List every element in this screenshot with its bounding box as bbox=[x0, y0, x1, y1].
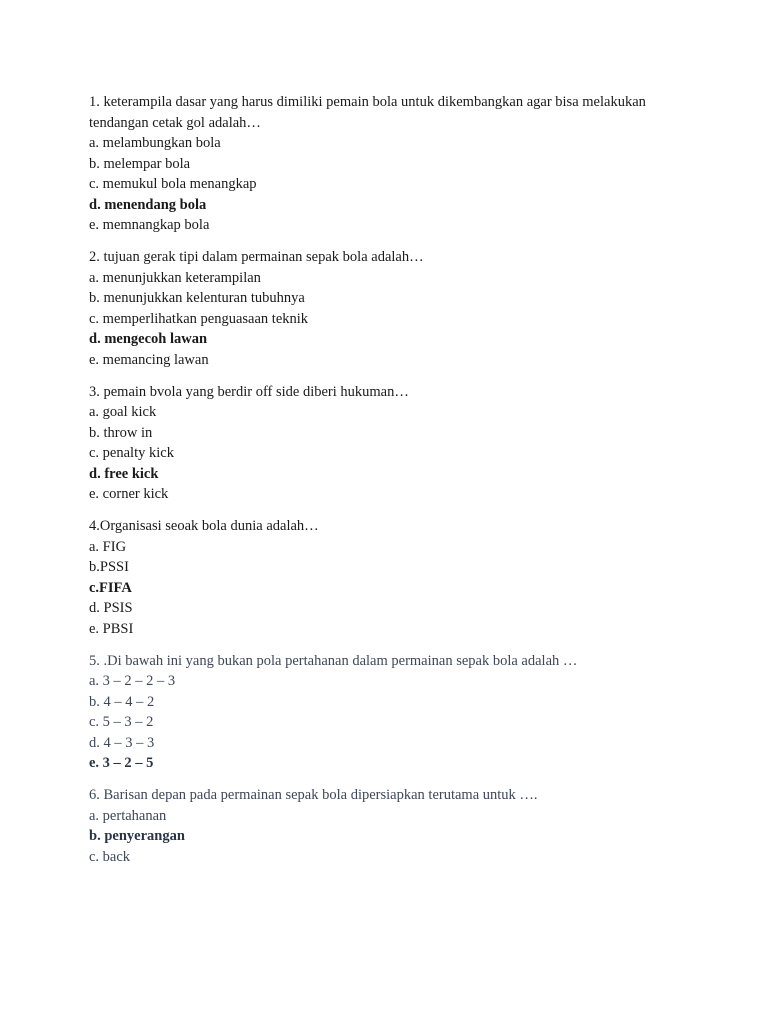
question-2 bbox=[89, 247, 689, 370]
question-2-option-b: b. menunjukkan kelenturan tubuhnya bbox=[89, 290, 305, 306]
question-6 bbox=[89, 785, 689, 867]
question-5-option-c: c. 5 – 3 – 2 bbox=[89, 714, 154, 730]
question-4-option-d: d. PSIS bbox=[89, 600, 133, 616]
question-3-option-c: c. penalty kick bbox=[89, 445, 174, 461]
question-4-option-a: a. FIG bbox=[89, 538, 127, 555]
question-3-option-e: e. corner kick bbox=[89, 486, 169, 502]
question-2-prompt: 2. tujuan gerak tipi dalam permainan sepak bola adalah… bbox=[89, 249, 424, 265]
question-2-option-d-answer: d. mengecoh lawan bbox=[89, 331, 208, 347]
question-1-option-a: a. melambungkan bola bbox=[89, 135, 221, 151]
question-3-option-b: b. throw in bbox=[89, 424, 153, 441]
question-4-option-e: e. PBSI bbox=[89, 620, 134, 637]
question-1-option-c: c. memukul bola menangkap bbox=[89, 176, 257, 192]
question-2-option-c: c. memperlihatkan penguasaan teknik bbox=[89, 310, 309, 327]
question-4-option-c-answer: c.FIFA bbox=[89, 579, 132, 596]
question-4-option-b: b.PSSI bbox=[89, 559, 129, 575]
question-4-prompt: 4.Organisasi seoak bola dunia adalah… bbox=[89, 518, 319, 534]
question-3 bbox=[89, 382, 689, 505]
question-3-option-d-answer: d. free kick bbox=[89, 465, 159, 482]
quiz-document bbox=[89, 92, 689, 879]
question-6-option-c: c. back bbox=[89, 848, 131, 865]
question-2-option-e: e. memancing lawan bbox=[89, 351, 209, 368]
question-6-prompt: 6. Barisan depan pada permainan sepak bola dipersiapkan terutama untuk …. bbox=[89, 787, 538, 803]
question-5-prompt: 5. .Di bawah ini yang bukan pola pertahanan dalam permainan sepak bola adalah … bbox=[89, 652, 578, 669]
question-1 bbox=[89, 92, 689, 236]
question-1-option-e: e. memnangkap bola bbox=[89, 217, 210, 233]
question-3-prompt: 3. pemain bvola yang berdir off side diberi hukuman… bbox=[89, 383, 409, 400]
question-6-option-b-answer: b. penyerangan bbox=[89, 828, 185, 844]
question-5-option-e-answer: e. 3 – 2 – 5 bbox=[89, 755, 154, 771]
question-5-option-a: a. 3 – 2 – 2 – 3 bbox=[89, 673, 176, 689]
question-5 bbox=[89, 651, 689, 774]
question-2-option-a: a. menunjukkan keterampilan bbox=[89, 269, 261, 286]
question-3-option-a: a. goal kick bbox=[89, 404, 157, 420]
question-1-option-b: b. melempar bola bbox=[89, 155, 191, 172]
question-1-prompt: 1. keterampila dasar yang harus dimiliki pemain bola untuk dikembangkan agar bisa melakukan tendangan cetak gol adalah… bbox=[89, 94, 646, 131]
question-6-option-a: a. pertahanan bbox=[89, 807, 167, 824]
question-5-option-b: b. 4 – 4 – 2 bbox=[89, 693, 155, 710]
question-4 bbox=[89, 516, 689, 639]
question-1-option-d-answer: d. menendang bola bbox=[89, 196, 207, 213]
question-5-option-d: d. 4 – 3 – 3 bbox=[89, 734, 155, 751]
